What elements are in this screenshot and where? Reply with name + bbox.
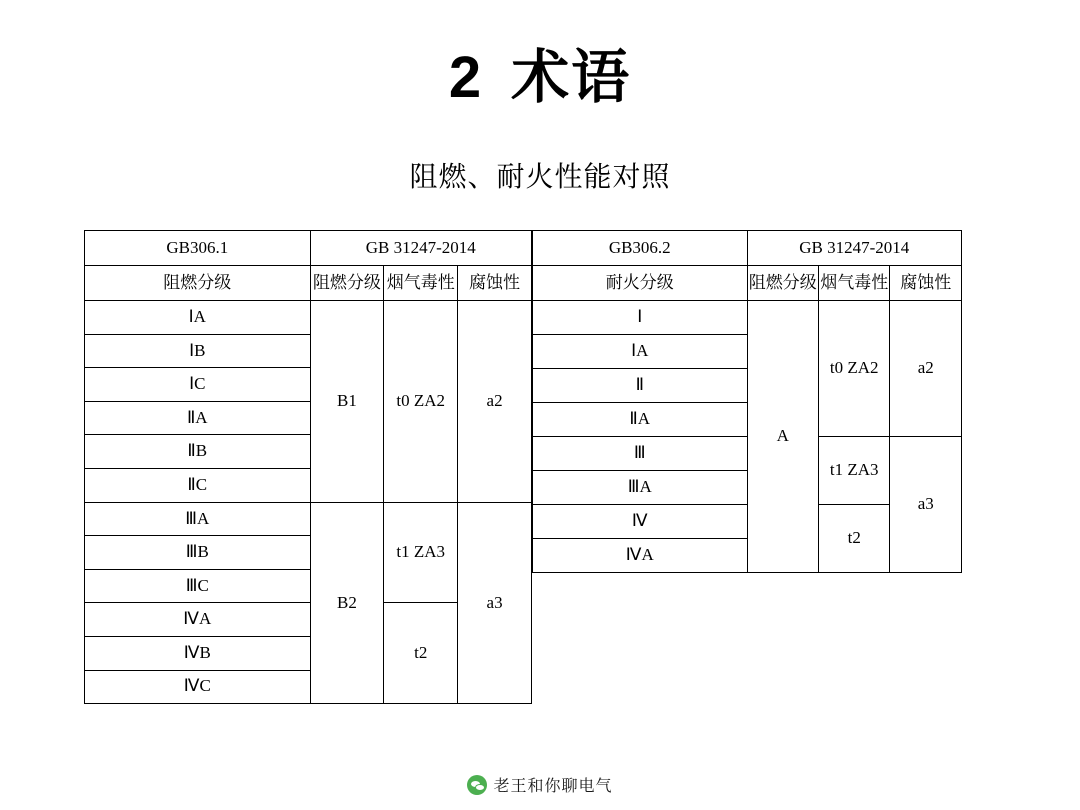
- left-col-header: 阻燃分级: [310, 266, 384, 301]
- right-grade-cell: Ⅱ: [533, 369, 748, 403]
- comparison-tables: [0, 230, 1080, 730]
- right-header-row: [533, 266, 962, 301]
- left-grade-cell: ⅢB: [85, 536, 311, 570]
- right-grade-cell: ⅡA: [533, 403, 748, 437]
- left-grade-cell: ⅡB: [85, 435, 311, 469]
- table-row: [85, 301, 532, 335]
- left-grade-cell: ⅣC: [85, 670, 311, 704]
- left-col-header: 阻燃分级: [85, 266, 311, 301]
- left-flame-class-cell: B2: [310, 502, 384, 704]
- right-grade-cell: ⅣA: [533, 539, 748, 573]
- page-title: [0, 30, 1080, 114]
- left-smoke-toxicity-cell: t0 ZA2: [384, 301, 458, 503]
- left-smoke-toxicity-cell: t2: [384, 603, 458, 704]
- left-grade-cell: ⅢA: [85, 502, 311, 536]
- page-title-number: 2: [448, 45, 484, 110]
- right-smoke-toxicity-cell: t0 ZA2: [818, 301, 889, 437]
- left-grade-cell: ⅠA: [85, 301, 311, 335]
- fire-resistance-comparison-table: [532, 230, 962, 573]
- right-grade-cell: Ⅳ: [533, 505, 748, 539]
- left-flame-class-cell: B1: [310, 301, 384, 503]
- left-standard-right: GB 31247-2014: [310, 231, 531, 266]
- footer-account-name: 老王和你聊电气: [493, 778, 613, 795]
- left-grade-cell: ⅠB: [85, 334, 311, 368]
- right-grade-cell: ⅢA: [533, 471, 748, 505]
- flame-retardant-comparison-table: [84, 230, 532, 704]
- left-standard-left: GB306.1: [85, 231, 311, 266]
- page-subtitle: 阻燃、耐火性能对照: [409, 162, 671, 193]
- right-grade-cell: ⅠA: [533, 335, 748, 369]
- left-grade-cell: ⅣB: [85, 636, 311, 670]
- table-row: [533, 301, 962, 335]
- left-header-row: [85, 266, 532, 301]
- right-header-top: [533, 231, 962, 266]
- left-corrosivity-cell: a3: [458, 502, 532, 704]
- right-flame-class-cell: A: [747, 301, 818, 573]
- left-grade-cell: ⅡA: [85, 401, 311, 435]
- right-standard-right: GB 31247-2014: [747, 231, 962, 266]
- right-col-header: 腐蚀性: [890, 266, 962, 301]
- page-title-text: 术语: [511, 45, 632, 110]
- right-standard-left: GB306.2: [533, 231, 748, 266]
- right-col-header: 耐火分级: [533, 266, 748, 301]
- right-smoke-toxicity-cell: t1 ZA3: [818, 437, 889, 505]
- right-col-header: 阻燃分级: [747, 266, 818, 301]
- footer-watermark: [0, 773, 1080, 796]
- right-grade-cell: Ⅲ: [533, 437, 748, 471]
- table-row: [85, 502, 532, 536]
- right-col-header: 烟气毒性: [818, 266, 889, 301]
- left-smoke-toxicity-cell: t1 ZA3: [384, 502, 458, 603]
- left-corrosivity-cell: a2: [458, 301, 532, 503]
- left-grade-cell: ⅣA: [85, 603, 311, 637]
- left-grade-cell: ⅡC: [85, 468, 311, 502]
- right-grade-cell: Ⅰ: [533, 301, 748, 335]
- wechat-icon: [467, 775, 487, 795]
- right-corrosivity-cell: a2: [890, 301, 962, 437]
- left-col-header: 腐蚀性: [458, 266, 532, 301]
- right-corrosivity-cell: a3: [890, 437, 962, 573]
- right-smoke-toxicity-cell: t2: [818, 505, 889, 573]
- left-grade-cell: ⅠC: [85, 368, 311, 402]
- left-grade-cell: ⅢC: [85, 569, 311, 603]
- left-col-header: 烟气毒性: [384, 266, 458, 301]
- left-header-top: [85, 231, 532, 266]
